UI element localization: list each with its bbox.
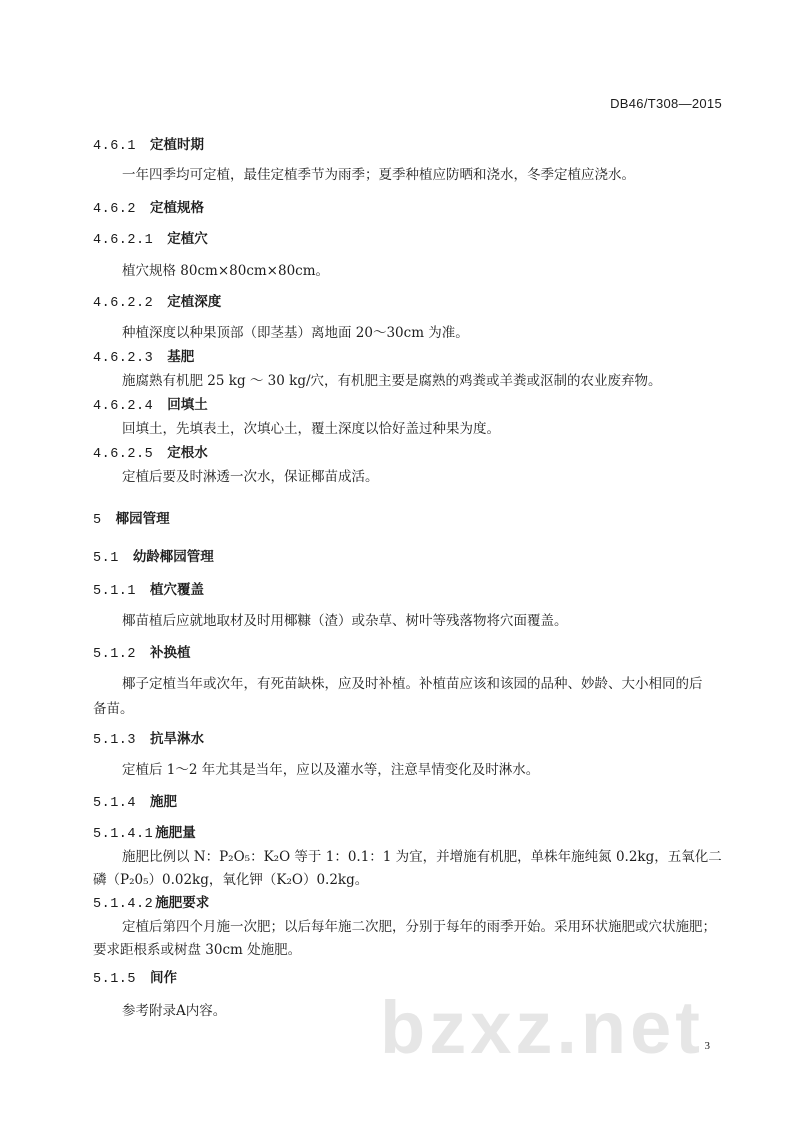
section-number: 5.1.2	[93, 647, 137, 662]
heading-5-1-1	[93, 578, 204, 599]
heading-5-1-5	[93, 966, 177, 987]
section-title: 定植规格	[150, 200, 205, 216]
section-number: 4.6.2.2	[93, 296, 154, 311]
section-title: 定根水	[167, 445, 208, 461]
heading-4-6-2-3	[93, 345, 194, 366]
heading-5-1-4-2	[93, 891, 209, 912]
heading-5-1	[93, 545, 214, 566]
section-number: 4.6.1	[93, 139, 137, 154]
section-number: 5.1	[93, 551, 119, 566]
section-number: 5.1.4.1	[93, 827, 154, 842]
section-title: 定植穴	[167, 231, 208, 247]
section-title: 基肥	[167, 349, 195, 365]
section-number: 5.1.5	[93, 972, 137, 987]
paragraph: 施肥比例以 N：P₂O₅：K₂O 等于 1：0.1：1 为宜，并增施有机肥，单株年施纯氮 0.2kg，五氧化二	[122, 849, 722, 865]
paragraph: 椰子定植当年或次年，有死苗缺株，应及时补植。补植苗应该和该园的品种、妙龄、大小相同的后	[122, 676, 703, 692]
heading-4-6-2-1	[93, 227, 208, 248]
paragraph: 定植后要及时淋透一次水，保证椰苗成活。	[122, 469, 379, 485]
section-number: 5.1.1	[93, 584, 137, 599]
paragraph: 一年四季均可定植，最佳定植季节为雨季；夏季种植应防晒和浇水，冬季定植应浇水。	[122, 167, 635, 183]
section-title: 施肥要求	[155, 895, 210, 911]
page-number: 3	[704, 1040, 710, 1052]
section-title: 植穴覆盖	[150, 582, 205, 598]
heading-4-6-1	[93, 133, 204, 154]
heading-5-1-2	[93, 641, 191, 662]
section-number: 5	[93, 513, 102, 528]
paragraph: 种植深度以种果顶部（即茎基）离地面 20～30cm 为准。	[122, 325, 469, 341]
paragraph: 定植后 1～2 年尤其是当年，应以及灌水等，注意旱情变化及时淋水。	[122, 762, 540, 778]
section-number: 5.1.4.2	[93, 897, 154, 912]
section-title: 定植时期	[150, 137, 205, 153]
section-title: 定植深度	[167, 294, 222, 310]
section-number: 5.1.4	[93, 796, 137, 811]
heading-5-1-3	[93, 727, 204, 748]
heading-4-6-2-2	[93, 290, 221, 311]
section-number: 4.6.2	[93, 202, 137, 217]
section-number: 4.6.2.3	[93, 351, 154, 366]
paragraph: 回填土，先填表土，次填心土，覆土深度以恰好盖过种果为度。	[122, 421, 500, 437]
paragraph-continuation: 磷（P₂0₅）0.02kg，氧化钾（K₂O）0.2kg。	[93, 872, 369, 888]
section-title: 幼龄椰园管理	[132, 549, 214, 565]
heading-4-6-2-4	[93, 393, 208, 414]
paragraph: 施腐熟有机肥 25 kg ～ 30 kg/穴，有机肥主要是腐熟的鸡粪或羊粪或沤制的农业废弃物。	[122, 373, 662, 389]
document-code: DB46/T308—2015	[610, 96, 722, 111]
section-number: 5.1.3	[93, 733, 137, 748]
section-number: 4.6.2.1	[93, 233, 154, 248]
section-title: 施肥	[150, 794, 178, 810]
section-number: 4.6.2.5	[93, 447, 154, 462]
paragraph: 椰苗植后应就地取材及时用椰糠（渣）或杂草、树叶等残落物将穴面覆盖。	[122, 613, 568, 629]
section-number: 4.6.2.4	[93, 399, 154, 414]
heading-4-6-2	[93, 196, 204, 217]
heading-5-1-4	[93, 790, 177, 811]
heading-5	[93, 507, 170, 528]
paragraph: 定植后第四个月施一次肥；以后每年施二次肥，分别于每年的雨季开始。采用环状施肥或穴状施肥；	[122, 919, 716, 935]
paragraph: 参考附录A内容。	[122, 1003, 227, 1019]
heading-5-1-4-1	[93, 821, 196, 842]
heading-4-6-2-5	[93, 441, 208, 462]
section-title: 施肥量	[155, 825, 196, 841]
paragraph-continuation: 备苗。	[93, 701, 134, 717]
watermark: bzxz.net	[380, 986, 704, 1069]
paragraph: 植穴规格 80cm×80cm×80cm。	[122, 263, 330, 279]
section-title: 回填土	[167, 397, 208, 413]
section-title: 椰园管理	[115, 511, 170, 527]
section-title: 间作	[150, 970, 178, 986]
section-title: 补换植	[150, 645, 191, 661]
section-title: 抗旱淋水	[150, 731, 205, 747]
paragraph-continuation: 要求距根系或树盘 30cm 处施肥。	[93, 942, 302, 958]
